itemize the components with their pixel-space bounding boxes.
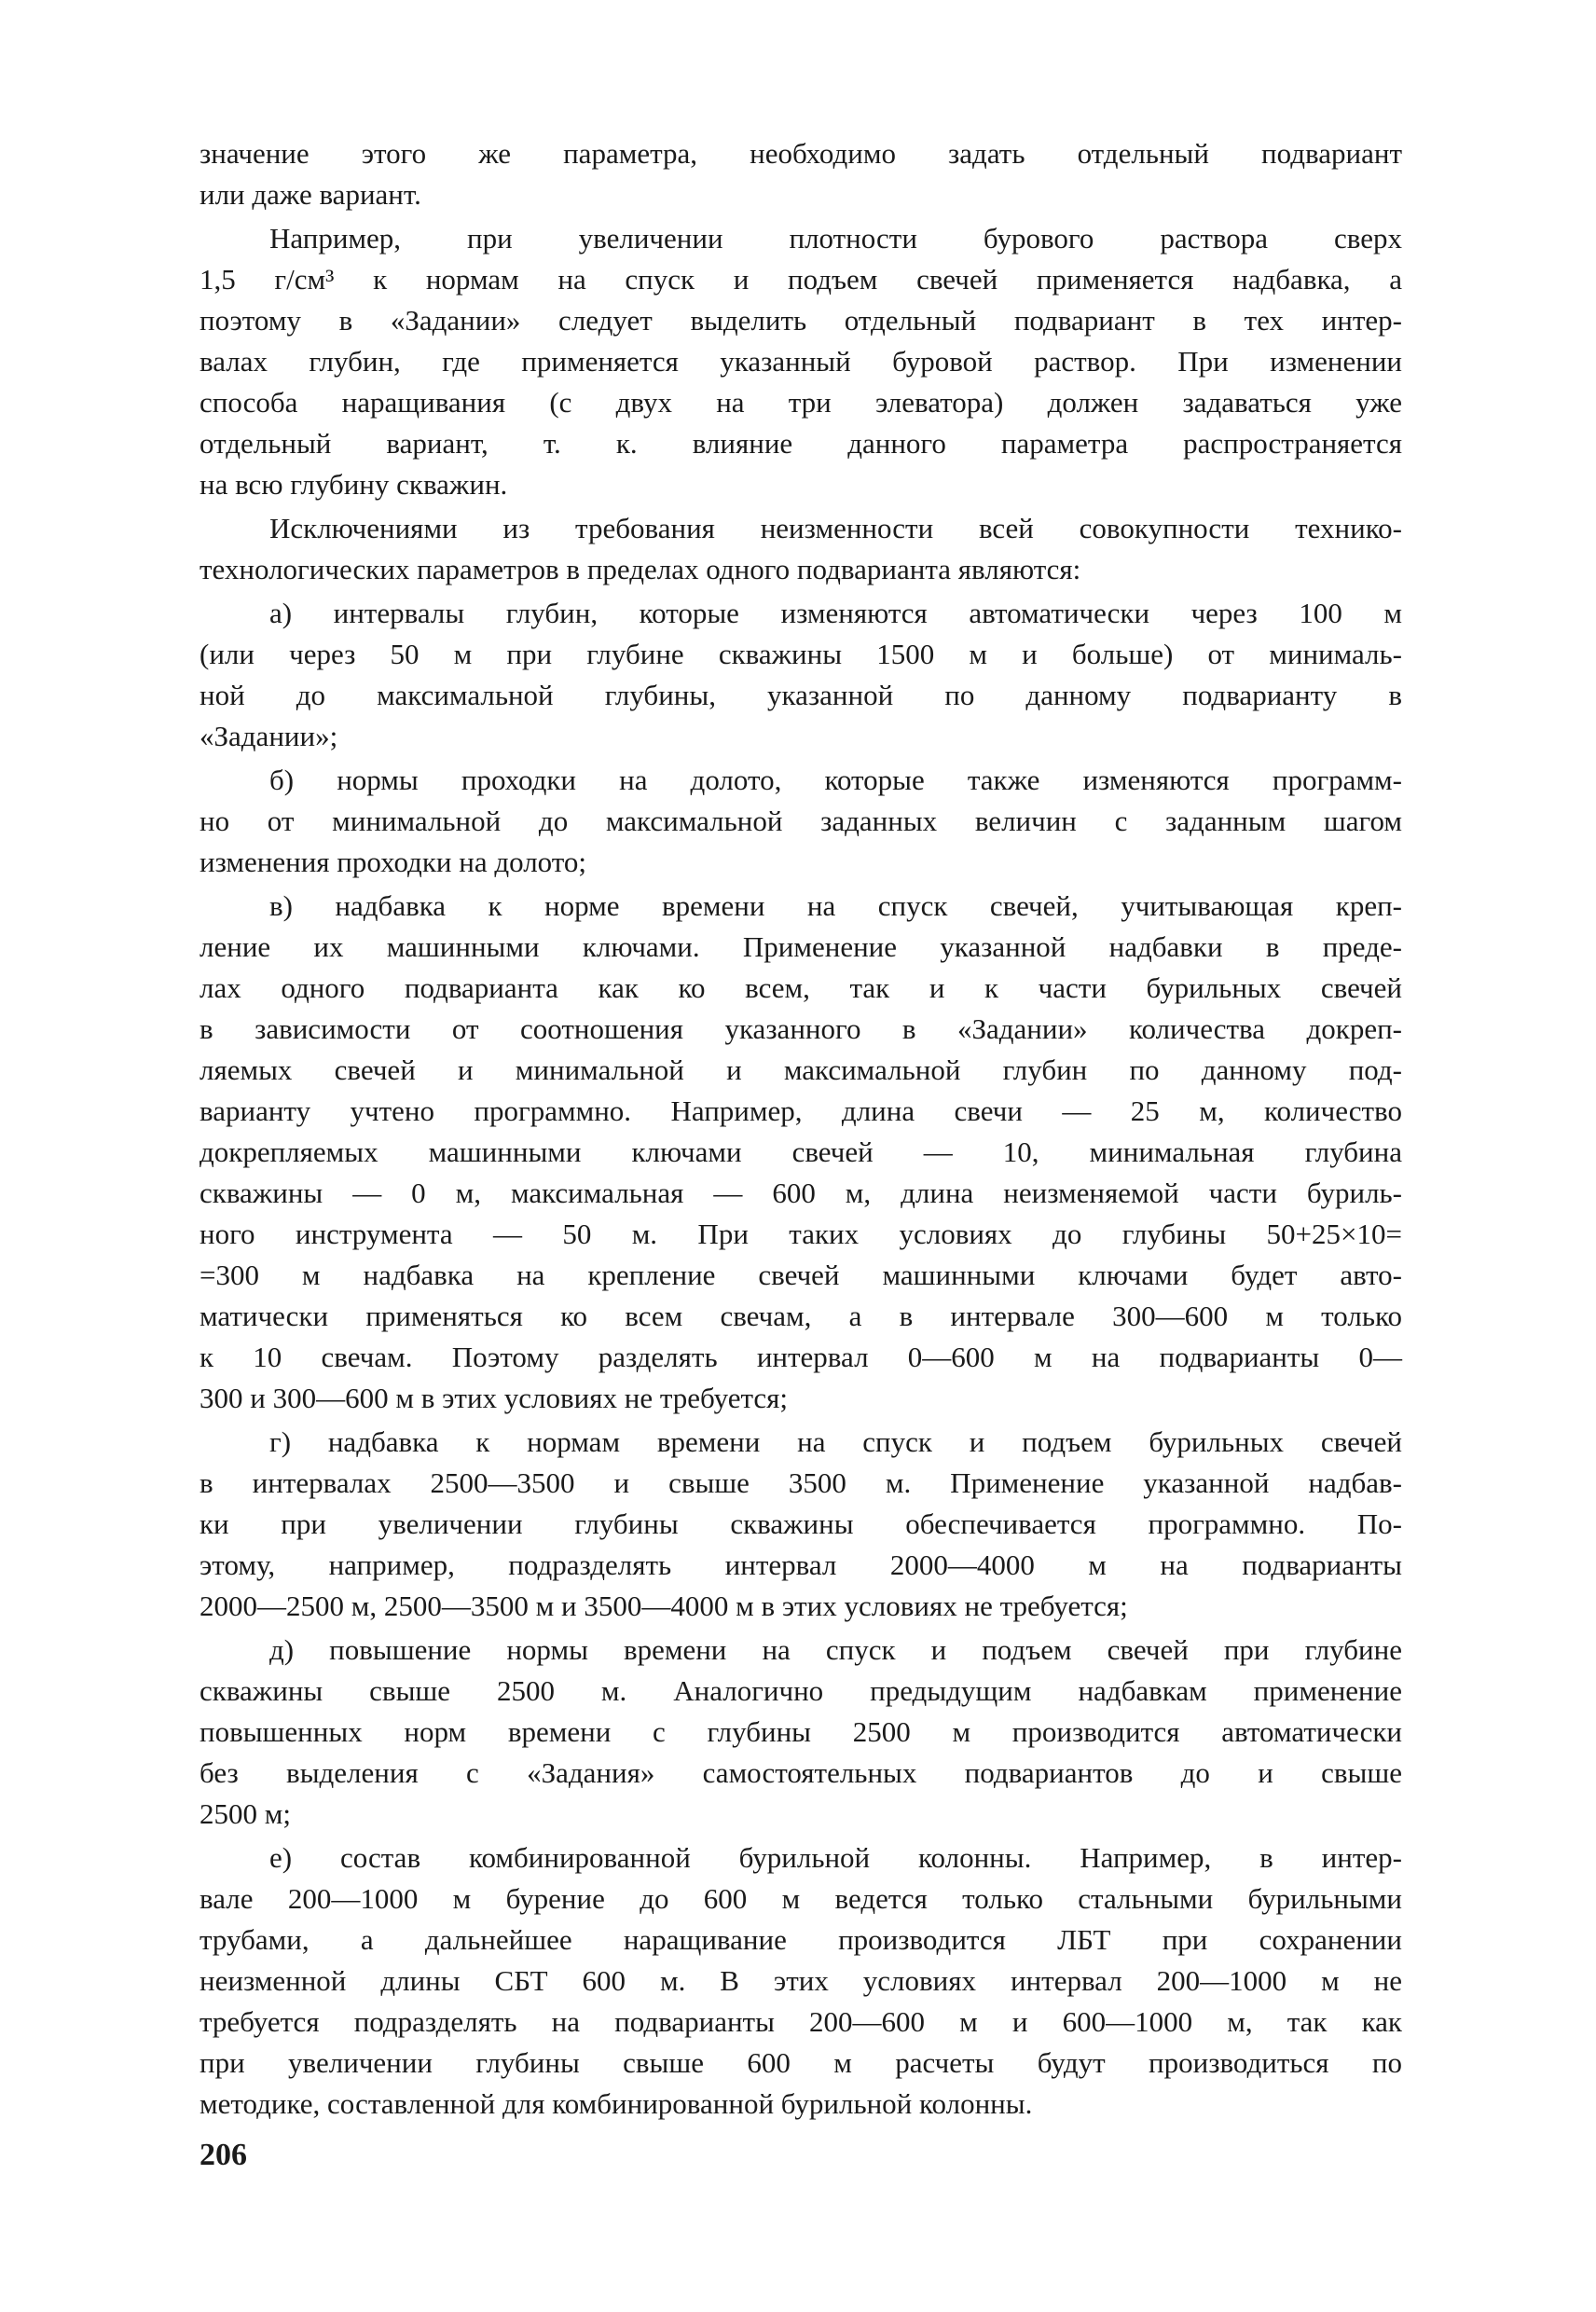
paragraph <box>200 593 1402 757</box>
text-line: отдельный вариант, т. к. влияние данного параметра распространяется <box>200 427 1402 460</box>
text-line: матически применяться ко всем свечам, а в интервале 300—600 м только <box>200 1300 1402 1332</box>
text-line: (или через 50 м при глубине скважины 1500 м и больше) от минималь- <box>200 638 1402 670</box>
text-line: вале 200—1000 м бурение до 600 м ведется только стальными бурильными <box>200 1882 1402 1915</box>
text-line: =300 м надбавка на крепление свечей машинными ключами будет авто- <box>200 1259 1402 1291</box>
text-line: ного инструмента — 50 м. При таких условиях до глубины 50+25×10= <box>200 1218 1402 1250</box>
paragraph <box>200 886 1402 1419</box>
text-line: поэтому в «Задании» следует выделить отдельный подвариант в тех интер- <box>200 304 1402 337</box>
text-line: докрепляемых машинными ключами свечей — 10, минимальная глубина <box>200 1135 1402 1168</box>
text-line: Исключениями из требования неизменности всей совокупности технико- <box>269 512 1402 544</box>
text-line: варианту учтено программно. Например, длина свечи — 25 м, количество <box>200 1094 1402 1127</box>
paragraph <box>200 218 1402 505</box>
text-line: 1,5 г/см³ к нормам на спуск и подъем свечей применяется надбавка, а <box>200 263 1402 296</box>
text-line: способа наращивания (с двух на три элеватора) должен задаваться уже <box>200 386 1402 419</box>
text-line: этому, например, подразделять интервал 2000—4000 м на подварианты <box>200 1548 1402 1581</box>
text-line: скважины — 0 м, максимальная — 600 м, длина неизменяемой части буриль- <box>200 1177 1402 1209</box>
text-line: на всю глубину скважин. <box>200 468 508 501</box>
page-number: 206 <box>200 2138 247 2172</box>
text-line: или даже вариант. <box>200 178 421 211</box>
text-line: скважины свыше 2500 м. Аналогично предыдущим надбавкам применение <box>200 1674 1402 1707</box>
text-line: валах глубин, где применяется указанный буровой раствор. При изменении <box>200 345 1402 378</box>
text-line: ки при увеличении глубины скважины обеспечивается программно. По- <box>200 1507 1402 1540</box>
text-line: «Задании»; <box>200 720 338 752</box>
paragraph <box>200 1837 1402 2125</box>
text-line: технологических параметров в пределах одного подварианта являются: <box>200 553 1081 585</box>
text-line: в) надбавка к норме времени на спуск свечей, учитывающая креп- <box>269 889 1402 922</box>
text-line: 300 и 300—600 м в этих условиях не требуется; <box>200 1382 789 1414</box>
text-line: а) интервалы глубин, которые изменяются автоматически через 100 м <box>269 597 1402 629</box>
paragraph <box>200 133 1402 215</box>
text-line: 2500 м; <box>200 1797 291 1830</box>
page-body <box>200 131 1402 2125</box>
paragraph <box>200 508 1402 590</box>
text-line: ной до максимальной глубины, указанной по данному подварианту в <box>200 679 1402 711</box>
text-line: г) надбавка к нормам времени на спуск и подъем бурильных свечей <box>269 1425 1402 1458</box>
text-line: при увеличении глубины свыше 600 м расчеты будут производиться по <box>200 2046 1402 2079</box>
text-line: требуется подразделять на подварианты 200—600 м и 600—1000 м, так как <box>200 2005 1402 2038</box>
text-line: Например, при увеличении плотности бурового раствора сверх <box>269 222 1402 255</box>
text-line: без выделения с «Задания» самостоятельных подвариантов до и свыше <box>200 1756 1402 1789</box>
text-line: в зависимости от соотношения указанного в «Задании» количества докреп- <box>200 1012 1402 1045</box>
text-line: но от минимальной до максимальной заданных величин с заданным шагом <box>200 805 1402 837</box>
text-line: изменения проходки на долото; <box>200 846 587 878</box>
text-line: методике, составленной для комбинированной бурильной колонны. <box>200 2087 1033 2120</box>
paragraph <box>200 760 1402 883</box>
text-line: 2000—2500 м, 2500—3500 м и 3500—4000 м в этих условиях не требуется; <box>200 1590 1128 1622</box>
paragraph <box>200 1422 1402 1627</box>
text-line: лах одного подварианта как ко всем, так и к части бурильных свечей <box>200 971 1402 1004</box>
text-line: к 10 свечам. Поэтому разделять интервал 0—600 м на подварианты 0— <box>200 1341 1402 1373</box>
text-line: трубами, а дальнейшее наращивание производится ЛБТ при сохранении <box>200 1923 1402 1956</box>
text-line: б) нормы проходки на долото, которые также изменяются программ- <box>269 764 1402 796</box>
text-line: ление их машинными ключами. Применение указанной надбавки в преде- <box>200 930 1402 963</box>
text-line: значение этого же параметра, необходимо задать отдельный подвариант <box>200 137 1402 170</box>
text-line: в интервалах 2500—3500 и свыше 3500 м. Применение указанной надбав- <box>200 1466 1402 1499</box>
text-line: неизменной длины СБТ 600 м. В этих условиях интервал 200—1000 м не <box>200 1964 1402 1997</box>
text-line: ляемых свечей и минимальной и максимальной глубин по данному под- <box>200 1053 1402 1086</box>
paragraph <box>200 1630 1402 1835</box>
text-line: повышенных норм времени с глубины 2500 м производится автоматически <box>200 1715 1402 1748</box>
text-line: д) повышение нормы времени на спуск и подъем свечей при глубине <box>269 1633 1402 1666</box>
text-line: е) состав комбинированной бурильной колонны. Например, в интер- <box>269 1841 1402 1874</box>
